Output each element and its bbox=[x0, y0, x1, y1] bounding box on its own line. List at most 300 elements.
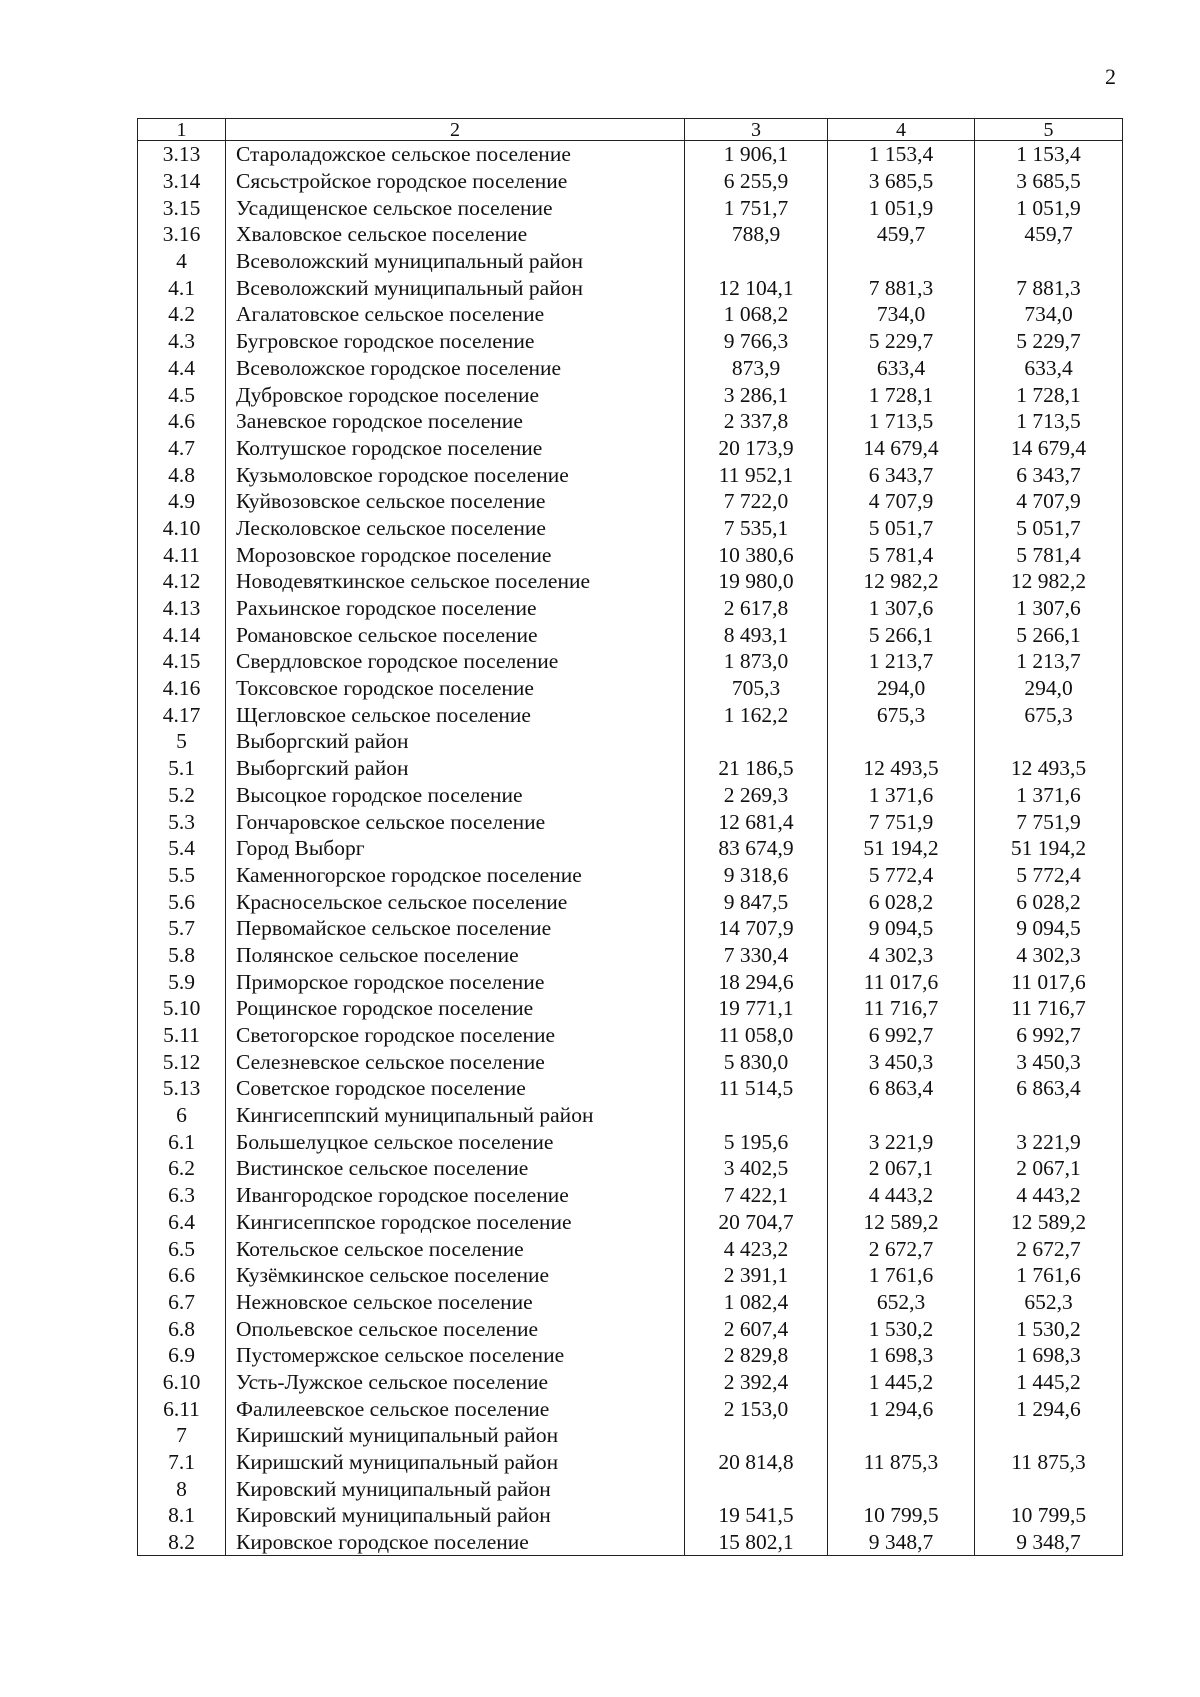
table-row bbox=[138, 1289, 1123, 1316]
value-col-3-cell: 705,3 bbox=[685, 675, 828, 702]
row-number-cell: 8.2 bbox=[138, 1529, 226, 1556]
value-col-4-cell: 5 772,4 bbox=[828, 862, 975, 889]
row-number-cell: 6.10 bbox=[138, 1369, 226, 1396]
value-col-3-cell: 19 980,0 bbox=[685, 568, 828, 595]
value-col-5-cell: 1 213,7 bbox=[975, 648, 1123, 675]
value-col-3-cell: 5 830,0 bbox=[685, 1048, 828, 1075]
value-col-5-cell: 652,3 bbox=[975, 1289, 1123, 1316]
value-col-4-cell: 6 863,4 bbox=[828, 1075, 975, 1102]
row-number-cell: 5.2 bbox=[138, 782, 226, 809]
value-col-4-cell: 1 761,6 bbox=[828, 1262, 975, 1289]
table-row bbox=[138, 381, 1123, 408]
table-row bbox=[138, 1048, 1123, 1075]
value-col-5-cell: 1 698,3 bbox=[975, 1342, 1123, 1369]
value-col-4-cell: 1 153,4 bbox=[828, 141, 975, 168]
table-row bbox=[138, 728, 1123, 755]
row-number-cell: 4.10 bbox=[138, 515, 226, 542]
table-row bbox=[138, 515, 1123, 542]
municipality-name-cell: Каменногорское городское поселение bbox=[226, 862, 685, 889]
value-col-3-cell: 7 330,4 bbox=[685, 942, 828, 969]
value-col-4-cell: 7 881,3 bbox=[828, 274, 975, 301]
municipality-name-cell: Кингисеппский муниципальный район bbox=[226, 1102, 685, 1129]
value-col-4-cell bbox=[828, 1422, 975, 1449]
value-col-3-cell: 7 535,1 bbox=[685, 515, 828, 542]
row-number-cell: 5.1 bbox=[138, 755, 226, 782]
table-row bbox=[138, 1422, 1123, 1449]
row-number-cell: 6.8 bbox=[138, 1315, 226, 1342]
municipality-name-cell: Агалатовское сельское поселение bbox=[226, 301, 685, 328]
value-col-4-cell: 6 992,7 bbox=[828, 1022, 975, 1049]
table-row bbox=[138, 1209, 1123, 1236]
value-col-3-cell: 2 617,8 bbox=[685, 595, 828, 622]
row-number-cell: 5.9 bbox=[138, 968, 226, 995]
municipality-name-cell: Красносельское сельское поселение bbox=[226, 888, 685, 915]
table-row bbox=[138, 621, 1123, 648]
value-col-4-cell: 1 307,6 bbox=[828, 595, 975, 622]
table-row bbox=[138, 221, 1123, 248]
row-number-cell: 5.7 bbox=[138, 915, 226, 942]
value-col-4-cell: 14 679,4 bbox=[828, 435, 975, 462]
municipality-name-cell: Котельское сельское поселение bbox=[226, 1235, 685, 1262]
municipality-name-cell: Усадищенское сельское поселение bbox=[226, 194, 685, 221]
value-col-5-cell: 1 713,5 bbox=[975, 408, 1123, 435]
table-row bbox=[138, 488, 1123, 515]
value-col-3-cell: 3 402,5 bbox=[685, 1155, 828, 1182]
row-number-cell: 8.1 bbox=[138, 1502, 226, 1529]
value-col-4-cell bbox=[828, 728, 975, 755]
row-number-cell: 4.14 bbox=[138, 621, 226, 648]
table-row bbox=[138, 194, 1123, 221]
table-row bbox=[138, 248, 1123, 275]
table-row bbox=[138, 782, 1123, 809]
municipality-name-cell: Фалилеевское сельское поселение bbox=[226, 1395, 685, 1422]
value-col-3-cell: 6 255,9 bbox=[685, 168, 828, 195]
value-col-4-cell: 3 221,9 bbox=[828, 1128, 975, 1155]
row-number-cell: 3.16 bbox=[138, 221, 226, 248]
municipality-name-cell: Город Выборг bbox=[226, 835, 685, 862]
value-col-3-cell: 9 847,5 bbox=[685, 888, 828, 915]
value-col-5-cell: 51 194,2 bbox=[975, 835, 1123, 862]
value-col-5-cell: 10 799,5 bbox=[975, 1502, 1123, 1529]
value-col-4-cell: 12 589,2 bbox=[828, 1209, 975, 1236]
value-col-5-cell: 6 992,7 bbox=[975, 1022, 1123, 1049]
municipality-name-cell: Полянское сельское поселение bbox=[226, 942, 685, 969]
header-cell-4: 4 bbox=[828, 119, 975, 141]
table-row bbox=[138, 355, 1123, 382]
value-col-5-cell: 1 728,1 bbox=[975, 381, 1123, 408]
header-row bbox=[138, 119, 1123, 141]
row-number-cell: 4.5 bbox=[138, 381, 226, 408]
municipality-name-cell: Морозовское городское поселение bbox=[226, 541, 685, 568]
value-col-3-cell: 2 829,8 bbox=[685, 1342, 828, 1369]
value-col-4-cell: 1 713,5 bbox=[828, 408, 975, 435]
value-col-5-cell bbox=[975, 728, 1123, 755]
value-col-4-cell: 3 685,5 bbox=[828, 168, 975, 195]
municipality-name-cell: Усть-Лужское сельское поселение bbox=[226, 1369, 685, 1396]
row-number-cell: 4.2 bbox=[138, 301, 226, 328]
row-number-cell: 3.13 bbox=[138, 141, 226, 168]
table-row bbox=[138, 968, 1123, 995]
value-col-5-cell: 4 302,3 bbox=[975, 942, 1123, 969]
value-col-5-cell: 6 863,4 bbox=[975, 1075, 1123, 1102]
value-col-4-cell: 11 716,7 bbox=[828, 995, 975, 1022]
municipality-name-cell: Кингисеппское городское поселение bbox=[226, 1209, 685, 1236]
value-col-3-cell: 19 771,1 bbox=[685, 995, 828, 1022]
municipality-name-cell: Кировский муниципальный район bbox=[226, 1475, 685, 1502]
municipality-name-cell: Свердловское городское поселение bbox=[226, 648, 685, 675]
municipality-name-cell: Новодевяткинское сельское поселение bbox=[226, 568, 685, 595]
value-col-5-cell: 633,4 bbox=[975, 355, 1123, 382]
value-col-3-cell: 1 082,4 bbox=[685, 1289, 828, 1316]
value-col-4-cell: 5 229,7 bbox=[828, 328, 975, 355]
municipality-name-cell: Заневское городское поселение bbox=[226, 408, 685, 435]
value-col-3-cell: 20 704,7 bbox=[685, 1209, 828, 1236]
row-number-cell: 5 bbox=[138, 728, 226, 755]
value-col-3-cell: 4 423,2 bbox=[685, 1235, 828, 1262]
row-number-cell: 5.4 bbox=[138, 835, 226, 862]
value-col-5-cell: 4 707,9 bbox=[975, 488, 1123, 515]
table-row bbox=[138, 1449, 1123, 1476]
value-col-4-cell bbox=[828, 1102, 975, 1129]
value-col-3-cell: 873,9 bbox=[685, 355, 828, 382]
value-col-5-cell: 5 772,4 bbox=[975, 862, 1123, 889]
value-col-4-cell: 675,3 bbox=[828, 701, 975, 728]
value-col-3-cell: 20 814,8 bbox=[685, 1449, 828, 1476]
municipality-name-cell: Гончаровское сельское поселение bbox=[226, 808, 685, 835]
row-number-cell: 4 bbox=[138, 248, 226, 275]
value-col-3-cell: 2 607,4 bbox=[685, 1315, 828, 1342]
value-col-4-cell bbox=[828, 248, 975, 275]
value-col-4-cell: 1 728,1 bbox=[828, 381, 975, 408]
municipality-name-cell: Киришский муниципальный район bbox=[226, 1422, 685, 1449]
value-col-4-cell: 51 194,2 bbox=[828, 835, 975, 862]
table-row bbox=[138, 1342, 1123, 1369]
value-col-5-cell: 459,7 bbox=[975, 221, 1123, 248]
value-col-4-cell: 7 751,9 bbox=[828, 808, 975, 835]
row-number-cell: 6 bbox=[138, 1102, 226, 1129]
row-number-cell: 7 bbox=[138, 1422, 226, 1449]
value-col-3-cell: 15 802,1 bbox=[685, 1529, 828, 1556]
value-col-5-cell: 1 371,6 bbox=[975, 782, 1123, 809]
table-row bbox=[138, 1475, 1123, 1502]
row-number-cell: 5.6 bbox=[138, 888, 226, 915]
table-row bbox=[138, 568, 1123, 595]
row-number-cell: 4.9 bbox=[138, 488, 226, 515]
value-col-4-cell: 11 875,3 bbox=[828, 1449, 975, 1476]
row-number-cell: 4.3 bbox=[138, 328, 226, 355]
municipality-name-cell: Кировское городское поселение bbox=[226, 1529, 685, 1556]
row-number-cell: 4.17 bbox=[138, 701, 226, 728]
value-col-5-cell: 11 017,6 bbox=[975, 968, 1123, 995]
value-col-3-cell bbox=[685, 1102, 828, 1129]
value-col-4-cell: 12 493,5 bbox=[828, 755, 975, 782]
municipality-name-cell: Кузёмкинское сельское поселение bbox=[226, 1262, 685, 1289]
value-col-3-cell: 1 751,7 bbox=[685, 194, 828, 221]
table-row bbox=[138, 595, 1123, 622]
value-col-3-cell bbox=[685, 1422, 828, 1449]
row-number-cell: 5.8 bbox=[138, 942, 226, 969]
table-row bbox=[138, 995, 1123, 1022]
value-col-3-cell: 12 681,4 bbox=[685, 808, 828, 835]
value-col-3-cell: 788,9 bbox=[685, 221, 828, 248]
value-col-4-cell: 1 051,9 bbox=[828, 194, 975, 221]
value-col-3-cell bbox=[685, 728, 828, 755]
value-col-3-cell: 8 493,1 bbox=[685, 621, 828, 648]
row-number-cell: 4.6 bbox=[138, 408, 226, 435]
value-col-3-cell: 2 269,3 bbox=[685, 782, 828, 809]
value-col-5-cell: 2 067,1 bbox=[975, 1155, 1123, 1182]
row-number-cell: 4.16 bbox=[138, 675, 226, 702]
municipality-name-cell: Кировский муниципальный район bbox=[226, 1502, 685, 1529]
table-row bbox=[138, 301, 1123, 328]
row-number-cell: 5.3 bbox=[138, 808, 226, 835]
value-col-5-cell: 5 051,7 bbox=[975, 515, 1123, 542]
value-col-5-cell: 2 672,7 bbox=[975, 1235, 1123, 1262]
municipality-name-cell: Ивангородское городское поселение bbox=[226, 1182, 685, 1209]
value-col-5-cell: 6 028,2 bbox=[975, 888, 1123, 915]
row-number-cell: 6.2 bbox=[138, 1155, 226, 1182]
table-row bbox=[138, 168, 1123, 195]
value-col-3-cell: 11 952,1 bbox=[685, 461, 828, 488]
value-col-4-cell: 4 443,2 bbox=[828, 1182, 975, 1209]
municipality-name-cell: Бугровское городское поселение bbox=[226, 328, 685, 355]
value-col-3-cell: 2 153,0 bbox=[685, 1395, 828, 1422]
row-number-cell: 6.9 bbox=[138, 1342, 226, 1369]
value-col-4-cell: 1 294,6 bbox=[828, 1395, 975, 1422]
row-number-cell: 4.13 bbox=[138, 595, 226, 622]
value-col-5-cell: 12 493,5 bbox=[975, 755, 1123, 782]
value-col-4-cell: 5 051,7 bbox=[828, 515, 975, 542]
municipality-name-cell: Выборгский район bbox=[226, 755, 685, 782]
table-row bbox=[138, 408, 1123, 435]
municipality-name-cell: Щегловское сельское поселение bbox=[226, 701, 685, 728]
value-col-4-cell: 633,4 bbox=[828, 355, 975, 382]
value-col-3-cell: 1 906,1 bbox=[685, 141, 828, 168]
value-col-3-cell: 19 541,5 bbox=[685, 1502, 828, 1529]
value-col-4-cell: 1 698,3 bbox=[828, 1342, 975, 1369]
value-col-3-cell: 83 674,9 bbox=[685, 835, 828, 862]
value-col-3-cell bbox=[685, 1475, 828, 1502]
table-row bbox=[138, 915, 1123, 942]
row-number-cell: 6.7 bbox=[138, 1289, 226, 1316]
municipality-name-cell: Рахьинское городское поселение bbox=[226, 595, 685, 622]
value-col-5-cell: 3 450,3 bbox=[975, 1048, 1123, 1075]
row-number-cell: 6.5 bbox=[138, 1235, 226, 1262]
value-col-4-cell: 9 094,5 bbox=[828, 915, 975, 942]
municipality-name-cell: Всеволожский муниципальный район bbox=[226, 274, 685, 301]
row-number-cell: 6.4 bbox=[138, 1209, 226, 1236]
value-col-5-cell bbox=[975, 1475, 1123, 1502]
table-row bbox=[138, 1315, 1123, 1342]
municipality-name-cell: Всеволожское городское поселение bbox=[226, 355, 685, 382]
municipality-name-cell: Рощинское городское поселение bbox=[226, 995, 685, 1022]
row-number-cell: 4.7 bbox=[138, 435, 226, 462]
table-row bbox=[138, 141, 1123, 168]
municipality-name-cell: Пустомержское сельское поселение bbox=[226, 1342, 685, 1369]
row-number-cell: 5.10 bbox=[138, 995, 226, 1022]
municipality-name-cell: Советское городское поселение bbox=[226, 1075, 685, 1102]
row-number-cell: 7.1 bbox=[138, 1449, 226, 1476]
municipality-name-cell: Кузьмоловское городское поселение bbox=[226, 461, 685, 488]
data-table bbox=[137, 118, 1123, 1556]
value-col-3-cell: 11 514,5 bbox=[685, 1075, 828, 1102]
value-col-4-cell: 1 530,2 bbox=[828, 1315, 975, 1342]
table-row bbox=[138, 1182, 1123, 1209]
value-col-4-cell: 6 343,7 bbox=[828, 461, 975, 488]
table-row bbox=[138, 461, 1123, 488]
row-number-cell: 5.13 bbox=[138, 1075, 226, 1102]
table-row bbox=[138, 1395, 1123, 1422]
value-col-3-cell: 2 337,8 bbox=[685, 408, 828, 435]
table-row bbox=[138, 648, 1123, 675]
table-row bbox=[138, 328, 1123, 355]
value-col-4-cell: 4 707,9 bbox=[828, 488, 975, 515]
value-col-5-cell: 7 751,9 bbox=[975, 808, 1123, 835]
value-col-5-cell: 1 445,2 bbox=[975, 1369, 1123, 1396]
value-col-3-cell: 1 068,2 bbox=[685, 301, 828, 328]
row-number-cell: 8 bbox=[138, 1475, 226, 1502]
value-col-5-cell: 1 051,9 bbox=[975, 194, 1123, 221]
table-row bbox=[138, 701, 1123, 728]
municipality-name-cell: Токсовское городское поселение bbox=[226, 675, 685, 702]
value-col-5-cell bbox=[975, 248, 1123, 275]
value-col-5-cell: 12 589,2 bbox=[975, 1209, 1123, 1236]
value-col-3-cell bbox=[685, 248, 828, 275]
table-row bbox=[138, 1128, 1123, 1155]
value-col-4-cell: 459,7 bbox=[828, 221, 975, 248]
value-col-3-cell: 1 162,2 bbox=[685, 701, 828, 728]
value-col-3-cell: 5 195,6 bbox=[685, 1128, 828, 1155]
value-col-3-cell: 2 392,4 bbox=[685, 1369, 828, 1396]
value-col-5-cell: 11 716,7 bbox=[975, 995, 1123, 1022]
value-col-4-cell: 5 781,4 bbox=[828, 541, 975, 568]
header-cell-2: 2 bbox=[226, 119, 685, 141]
value-col-5-cell: 5 781,4 bbox=[975, 541, 1123, 568]
municipality-name-cell: Романовское сельское поселение bbox=[226, 621, 685, 648]
table-row bbox=[138, 541, 1123, 568]
value-col-3-cell: 3 286,1 bbox=[685, 381, 828, 408]
value-col-4-cell: 3 450,3 bbox=[828, 1048, 975, 1075]
row-number-cell: 6.3 bbox=[138, 1182, 226, 1209]
table-row bbox=[138, 1235, 1123, 1262]
municipality-name-cell: Вистинское сельское поселение bbox=[226, 1155, 685, 1182]
row-number-cell: 3.15 bbox=[138, 194, 226, 221]
municipality-name-cell: Сясьстройское городское поселение bbox=[226, 168, 685, 195]
table-row bbox=[138, 1502, 1123, 1529]
value-col-4-cell: 9 348,7 bbox=[828, 1529, 975, 1556]
value-col-4-cell: 6 028,2 bbox=[828, 888, 975, 915]
value-col-5-cell: 1 761,6 bbox=[975, 1262, 1123, 1289]
table-row bbox=[138, 835, 1123, 862]
value-col-5-cell bbox=[975, 1102, 1123, 1129]
value-col-5-cell: 4 443,2 bbox=[975, 1182, 1123, 1209]
table-row bbox=[138, 1155, 1123, 1182]
table-body bbox=[138, 141, 1123, 1556]
value-col-4-cell: 2 672,7 bbox=[828, 1235, 975, 1262]
value-col-3-cell: 7 722,0 bbox=[685, 488, 828, 515]
table-row bbox=[138, 888, 1123, 915]
value-col-5-cell: 5 266,1 bbox=[975, 621, 1123, 648]
row-number-cell: 4.4 bbox=[138, 355, 226, 382]
table-row bbox=[138, 942, 1123, 969]
value-col-4-cell: 734,0 bbox=[828, 301, 975, 328]
municipality-name-cell: Нежновское сельское поселение bbox=[226, 1289, 685, 1316]
value-col-5-cell: 11 875,3 bbox=[975, 1449, 1123, 1476]
value-col-5-cell: 9 094,5 bbox=[975, 915, 1123, 942]
municipality-name-cell: Опольевское сельское поселение bbox=[226, 1315, 685, 1342]
value-col-5-cell: 3 221,9 bbox=[975, 1128, 1123, 1155]
value-col-5-cell: 12 982,2 bbox=[975, 568, 1123, 595]
table-row bbox=[138, 808, 1123, 835]
value-col-3-cell: 1 873,0 bbox=[685, 648, 828, 675]
municipality-name-cell: Хваловское сельское поселение bbox=[226, 221, 685, 248]
value-col-5-cell: 5 229,7 bbox=[975, 328, 1123, 355]
value-col-4-cell: 1 213,7 bbox=[828, 648, 975, 675]
municipality-name-cell: Лесколовское сельское поселение bbox=[226, 515, 685, 542]
value-col-4-cell: 4 302,3 bbox=[828, 942, 975, 969]
header-cell-5: 5 bbox=[975, 119, 1123, 141]
value-col-5-cell: 9 348,7 bbox=[975, 1529, 1123, 1556]
municipality-name-cell: Дубровское городское поселение bbox=[226, 381, 685, 408]
value-col-5-cell: 294,0 bbox=[975, 675, 1123, 702]
row-number-cell: 6.11 bbox=[138, 1395, 226, 1422]
municipality-name-cell: Киришский муниципальный район bbox=[226, 1449, 685, 1476]
table-row bbox=[138, 675, 1123, 702]
table-row bbox=[138, 755, 1123, 782]
value-col-3-cell: 9 318,6 bbox=[685, 862, 828, 889]
value-col-3-cell: 10 380,6 bbox=[685, 541, 828, 568]
municipality-name-cell: Первомайское сельское поселение bbox=[226, 915, 685, 942]
value-col-5-cell: 7 881,3 bbox=[975, 274, 1123, 301]
value-col-3-cell: 20 173,9 bbox=[685, 435, 828, 462]
value-col-4-cell: 294,0 bbox=[828, 675, 975, 702]
value-col-4-cell: 652,3 bbox=[828, 1289, 975, 1316]
table-row bbox=[138, 274, 1123, 301]
table-row bbox=[138, 862, 1123, 889]
value-col-3-cell: 18 294,6 bbox=[685, 968, 828, 995]
table-row bbox=[138, 435, 1123, 462]
value-col-3-cell: 7 422,1 bbox=[685, 1182, 828, 1209]
municipality-name-cell: Светогорское городское поселение bbox=[226, 1022, 685, 1049]
page-number: 2 bbox=[1105, 64, 1116, 89]
value-col-4-cell: 11 017,6 bbox=[828, 968, 975, 995]
municipality-name-cell: Селезневское сельское поселение bbox=[226, 1048, 685, 1075]
municipality-name-cell: Куйвозовское сельское поселение bbox=[226, 488, 685, 515]
table-row bbox=[138, 1529, 1123, 1556]
value-col-4-cell: 1 371,6 bbox=[828, 782, 975, 809]
row-number-cell: 5.11 bbox=[138, 1022, 226, 1049]
municipality-name-cell: Приморское городское поселение bbox=[226, 968, 685, 995]
municipality-name-cell: Высоцкое городское поселение bbox=[226, 782, 685, 809]
value-col-5-cell: 1 307,6 bbox=[975, 595, 1123, 622]
table-row bbox=[138, 1022, 1123, 1049]
value-col-4-cell bbox=[828, 1475, 975, 1502]
row-number-cell: 6.6 bbox=[138, 1262, 226, 1289]
municipality-name-cell: Выборгский район bbox=[226, 728, 685, 755]
value-col-5-cell: 1 153,4 bbox=[975, 141, 1123, 168]
row-number-cell: 5.5 bbox=[138, 862, 226, 889]
value-col-5-cell: 6 343,7 bbox=[975, 461, 1123, 488]
value-col-4-cell: 5 266,1 bbox=[828, 621, 975, 648]
value-col-4-cell: 2 067,1 bbox=[828, 1155, 975, 1182]
row-number-cell: 4.12 bbox=[138, 568, 226, 595]
municipality-name-cell: Большелуцкое сельское поселение bbox=[226, 1128, 685, 1155]
row-number-cell: 4.8 bbox=[138, 461, 226, 488]
municipality-name-cell: Всеволожский муниципальный район bbox=[226, 248, 685, 275]
value-col-5-cell: 3 685,5 bbox=[975, 168, 1123, 195]
municipality-name-cell: Колтушское городское поселение bbox=[226, 435, 685, 462]
value-col-5-cell bbox=[975, 1422, 1123, 1449]
